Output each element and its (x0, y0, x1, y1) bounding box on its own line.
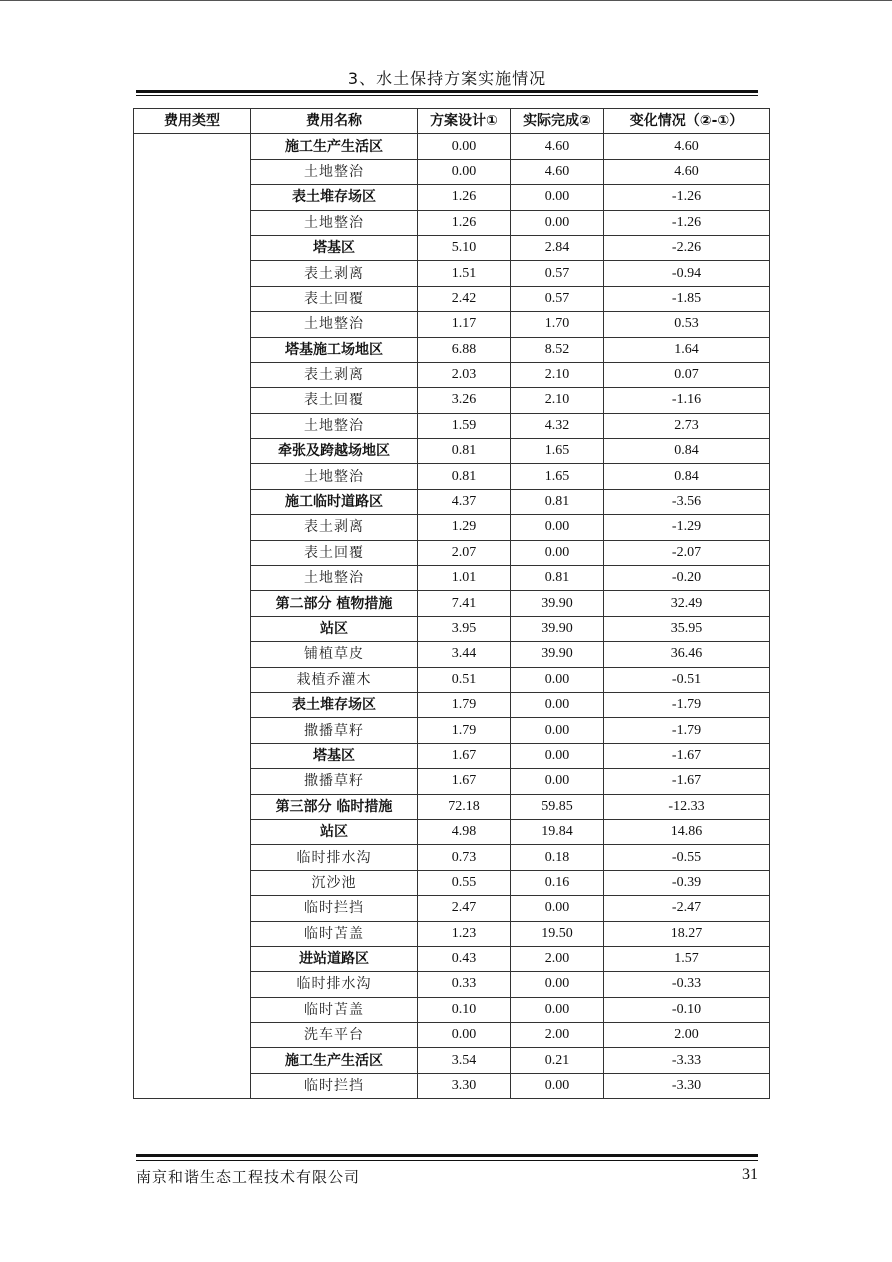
actual-value-cell: 2.00 (511, 1023, 604, 1048)
design-value-cell: 3.26 (418, 388, 511, 413)
design-value-cell: 0.10 (418, 997, 511, 1022)
change-value-cell: -0.20 (604, 566, 770, 591)
change-value-cell: -0.10 (604, 997, 770, 1022)
actual-value-cell: 19.84 (511, 819, 604, 844)
change-value-cell: -1.79 (604, 692, 770, 717)
change-value-cell: 2.73 (604, 413, 770, 438)
design-value-cell: 2.07 (418, 540, 511, 565)
cost-name-cell: 栽植乔灌木 (251, 667, 418, 692)
cost-name-cell: 施工生产生活区 (251, 1048, 418, 1073)
actual-value-cell: 39.90 (511, 616, 604, 641)
cost-name-cell: 表土回覆 (251, 286, 418, 311)
actual-value-cell: 1.65 (511, 439, 604, 464)
cost-name-cell: 临时拦挡 (251, 1073, 418, 1098)
footer-rule-thick (136, 1154, 758, 1157)
change-value-cell: 0.53 (604, 312, 770, 337)
actual-value-cell: 59.85 (511, 794, 604, 819)
actual-value-cell: 2.84 (511, 235, 604, 260)
actual-value-cell: 1.65 (511, 464, 604, 489)
actual-value-cell: 0.00 (511, 1073, 604, 1098)
actual-value-cell: 0.00 (511, 972, 604, 997)
design-value-cell: 3.44 (418, 642, 511, 667)
design-value-cell: 1.29 (418, 515, 511, 540)
col-header-cost-type: 费用类型 (134, 109, 251, 134)
actual-value-cell: 0.57 (511, 286, 604, 311)
cost-name-cell: 沉沙池 (251, 870, 418, 895)
change-value-cell: -1.67 (604, 769, 770, 794)
design-value-cell: 0.55 (418, 870, 511, 895)
design-value-cell: 2.47 (418, 896, 511, 921)
actual-value-cell: 0.00 (511, 540, 604, 565)
page-header-title: 3、水土保持方案实施情况 (347, 69, 547, 88)
design-value-cell: 1.23 (418, 921, 511, 946)
change-value-cell: 35.95 (604, 616, 770, 641)
change-value-cell: -1.26 (604, 185, 770, 210)
col-header-change: 变化情况（②-①） (604, 109, 770, 134)
cost-name-cell: 撒播草籽 (251, 769, 418, 794)
cost-name-cell: 第二部分 植物措施 (251, 591, 418, 616)
cost-name-cell: 站区 (251, 616, 418, 641)
design-value-cell: 4.37 (418, 489, 511, 514)
actual-value-cell: 2.10 (511, 388, 604, 413)
footer-rule-thin (136, 1160, 758, 1161)
header-rule-thin (136, 95, 758, 96)
design-value-cell: 1.26 (418, 210, 511, 235)
cost-name-cell: 站区 (251, 819, 418, 844)
table-body (134, 134, 770, 1099)
design-value-cell: 3.54 (418, 1048, 511, 1073)
design-value-cell: 1.51 (418, 261, 511, 286)
cost-name-cell: 表土回覆 (251, 540, 418, 565)
actual-value-cell: 4.60 (511, 159, 604, 184)
cost-name-cell: 临时排水沟 (251, 845, 418, 870)
cost-name-cell: 表土堆存场区 (251, 185, 418, 210)
actual-value-cell: 0.00 (511, 515, 604, 540)
cost-name-cell: 施工临时道路区 (251, 489, 418, 514)
design-value-cell: 1.79 (418, 692, 511, 717)
design-value-cell: 2.42 (418, 286, 511, 311)
actual-value-cell: 0.57 (511, 261, 604, 286)
change-value-cell: -0.55 (604, 845, 770, 870)
design-value-cell: 4.98 (418, 819, 511, 844)
change-value-cell: -1.79 (604, 718, 770, 743)
change-value-cell: 0.07 (604, 362, 770, 387)
design-value-cell: 1.01 (418, 566, 511, 591)
actual-value-cell: 0.81 (511, 489, 604, 514)
cost-name-cell: 进站道路区 (251, 946, 418, 971)
footer-company: 南京和谐生态工程技术有限公司 (136, 1168, 361, 1186)
actual-value-cell: 0.00 (511, 210, 604, 235)
actual-value-cell: 0.00 (511, 718, 604, 743)
table-row (134, 134, 770, 159)
cost-name-cell: 表土剥离 (251, 515, 418, 540)
cost-name-cell: 牵张及跨越场地区 (251, 439, 418, 464)
header-rule-thick (136, 90, 758, 93)
table-header-row (134, 109, 770, 134)
change-value-cell: 18.27 (604, 921, 770, 946)
actual-value-cell: 0.00 (511, 769, 604, 794)
actual-value-cell: 0.00 (511, 185, 604, 210)
cost-name-cell: 施工生产生活区 (251, 134, 418, 159)
design-value-cell: 3.30 (418, 1073, 511, 1098)
change-value-cell: -0.94 (604, 261, 770, 286)
design-value-cell: 0.00 (418, 1023, 511, 1048)
change-value-cell: -1.67 (604, 743, 770, 768)
change-value-cell: 1.57 (604, 946, 770, 971)
cost-name-cell: 表土堆存场区 (251, 692, 418, 717)
actual-value-cell: 0.16 (511, 870, 604, 895)
change-value-cell: -2.26 (604, 235, 770, 260)
design-value-cell: 1.59 (418, 413, 511, 438)
cost-name-cell: 土地整治 (251, 413, 418, 438)
cost-name-cell: 表土剥离 (251, 362, 418, 387)
change-value-cell: 0.84 (604, 464, 770, 489)
cost-name-cell: 塔基区 (251, 235, 418, 260)
cost-name-cell: 土地整治 (251, 312, 418, 337)
cost-name-cell: 表土回覆 (251, 388, 418, 413)
design-value-cell: 3.95 (418, 616, 511, 641)
change-value-cell: -0.51 (604, 667, 770, 692)
change-value-cell: -1.85 (604, 286, 770, 311)
design-value-cell: 1.26 (418, 185, 511, 210)
actual-value-cell: 39.90 (511, 591, 604, 616)
col-header-actual: 实际完成② (511, 109, 604, 134)
change-value-cell: -0.39 (604, 870, 770, 895)
design-value-cell: 2.03 (418, 362, 511, 387)
change-value-cell: -1.26 (604, 210, 770, 235)
change-value-cell: -0.33 (604, 972, 770, 997)
design-value-cell: 1.17 (418, 312, 511, 337)
actual-value-cell: 2.00 (511, 946, 604, 971)
cost-type-cell (134, 134, 251, 1099)
design-value-cell: 1.67 (418, 743, 511, 768)
page-top-border (0, 0, 892, 1)
actual-value-cell: 39.90 (511, 642, 604, 667)
cost-name-cell: 土地整治 (251, 159, 418, 184)
cost-name-cell: 临时苫盖 (251, 997, 418, 1022)
actual-value-cell: 0.00 (511, 743, 604, 768)
design-value-cell: 5.10 (418, 235, 511, 260)
design-value-cell: 0.43 (418, 946, 511, 971)
change-value-cell: -1.16 (604, 388, 770, 413)
col-header-design: 方案设计① (418, 109, 511, 134)
actual-value-cell: 0.21 (511, 1048, 604, 1073)
actual-value-cell: 4.60 (511, 134, 604, 159)
actual-value-cell: 1.70 (511, 312, 604, 337)
design-value-cell: 0.00 (418, 134, 511, 159)
change-value-cell: 1.64 (604, 337, 770, 362)
actual-value-cell: 8.52 (511, 337, 604, 362)
design-value-cell: 1.79 (418, 718, 511, 743)
change-value-cell: -3.30 (604, 1073, 770, 1098)
cost-name-cell: 临时排水沟 (251, 972, 418, 997)
actual-value-cell: 19.50 (511, 921, 604, 946)
design-value-cell: 0.81 (418, 464, 511, 489)
actual-value-cell: 0.00 (511, 997, 604, 1022)
change-value-cell: -1.29 (604, 515, 770, 540)
actual-value-cell: 0.00 (511, 667, 604, 692)
design-value-cell: 0.51 (418, 667, 511, 692)
change-value-cell: -2.47 (604, 896, 770, 921)
cost-name-cell: 洗车平台 (251, 1023, 418, 1048)
actual-value-cell: 0.81 (511, 566, 604, 591)
actual-value-cell: 0.00 (511, 896, 604, 921)
change-value-cell: 2.00 (604, 1023, 770, 1048)
change-value-cell: 32.49 (604, 591, 770, 616)
cost-name-cell: 土地整治 (251, 566, 418, 591)
design-value-cell: 1.67 (418, 769, 511, 794)
cost-name-cell: 塔基区 (251, 743, 418, 768)
cost-name-cell: 临时苫盖 (251, 921, 418, 946)
design-value-cell: 0.00 (418, 159, 511, 184)
change-value-cell: 4.60 (604, 134, 770, 159)
design-value-cell: 0.33 (418, 972, 511, 997)
design-value-cell: 6.88 (418, 337, 511, 362)
cost-name-cell: 表土剥离 (251, 261, 418, 286)
change-value-cell: -3.33 (604, 1048, 770, 1073)
actual-value-cell: 0.18 (511, 845, 604, 870)
actual-value-cell: 2.10 (511, 362, 604, 387)
actual-value-cell: 4.32 (511, 413, 604, 438)
change-value-cell: -2.07 (604, 540, 770, 565)
design-value-cell: 7.41 (418, 591, 511, 616)
cost-name-cell: 第三部分 临时措施 (251, 794, 418, 819)
change-value-cell: 4.60 (604, 159, 770, 184)
change-value-cell: 36.46 (604, 642, 770, 667)
actual-value-cell: 0.00 (511, 692, 604, 717)
change-value-cell: 14.86 (604, 819, 770, 844)
cost-table (133, 108, 770, 1099)
change-value-cell: -3.56 (604, 489, 770, 514)
col-header-cost-name: 费用名称 (251, 109, 418, 134)
change-value-cell: -12.33 (604, 794, 770, 819)
cost-name-cell: 撒播草籽 (251, 718, 418, 743)
page-number: 31 (742, 1166, 758, 1183)
change-value-cell: 0.84 (604, 439, 770, 464)
cost-name-cell: 土地整治 (251, 464, 418, 489)
cost-name-cell: 铺植草皮 (251, 642, 418, 667)
design-value-cell: 0.81 (418, 439, 511, 464)
design-value-cell: 72.18 (418, 794, 511, 819)
cost-name-cell: 塔基施工场地区 (251, 337, 418, 362)
design-value-cell: 0.73 (418, 845, 511, 870)
cost-name-cell: 临时拦挡 (251, 896, 418, 921)
cost-name-cell: 土地整治 (251, 210, 418, 235)
